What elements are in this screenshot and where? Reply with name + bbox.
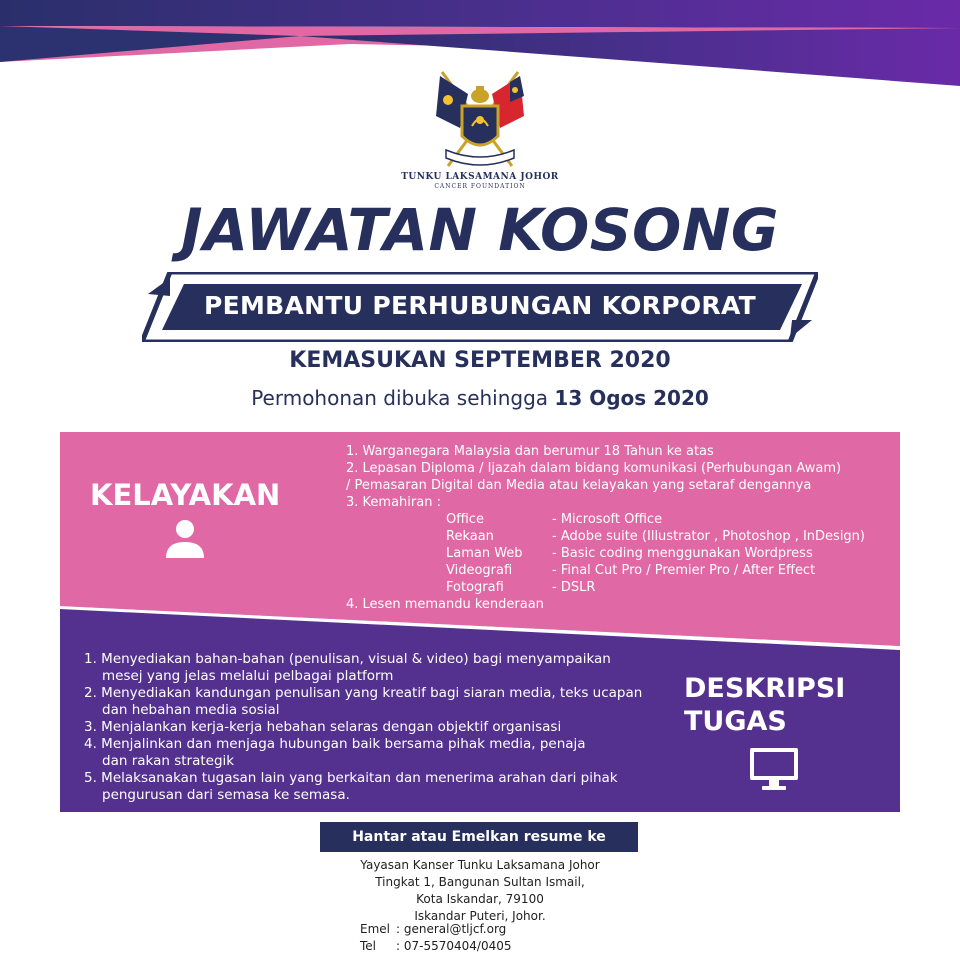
deskripsi-heading-line2: TUGAS [684,706,787,737]
organization-subtitle: CANCER FOUNDATION [434,183,526,190]
kelayakan-item: 2. Lepasan Diploma / Ijazah dalam bidang komunikasi (Perhubungan Awam) [346,461,842,476]
contact-block [360,921,511,955]
deskripsi-item: 2. Menyediakan kandungan penulisan yang kreatif bagi siaran media, teks ucapan [84,685,643,701]
deskripsi-item: 5. Melaksanakan tugasan lain yang berkaitan dan menerima arahan dari pihak [84,770,618,786]
email-label: Emel [360,922,390,936]
skill-name: Rekaan [446,529,494,544]
skill-value: - Microsoft Office [552,512,663,527]
skill-name: Office [446,512,484,527]
deskripsi-item: dan hebahan media sosial [102,702,280,718]
skill-row [346,579,896,596]
email-value[interactable]: : general@tljcf.org [396,922,507,936]
tel-value[interactable]: : 07-5570404/0405 [396,939,512,953]
kelayakan-item: / Pemasaran Digital dan Media atau kelayakan yang setaraf dengannya [346,478,812,493]
deadline-text [0,386,960,410]
crest-logo [420,66,540,174]
deskripsi-item: 4. Menjalinkan dan menjaga hubungan baik bersama pihak media, penaja [84,736,586,752]
skill-name: Videografi [446,563,513,578]
monitor-icon [748,746,800,792]
tel-label: Tel [360,939,377,953]
email-row [360,921,511,938]
position-title: PEMBANTU PERHUBUNGAN KORPORAT [203,291,757,320]
address-line: Iskandar Puteri, Johor. [414,909,546,923]
deskripsi-heading [684,672,845,738]
deskripsi-item: 1. Menyediakan bahan-bahan (penulisan, visual & video) bagi menyampaikan [84,651,611,667]
skill-name: Fotografi [446,580,504,595]
skill-value: - Basic coding menggunakan Wordpress [552,546,813,561]
skill-row [346,528,896,545]
deskripsi-heading-line1: DESKRIPSI [684,673,846,704]
user-icon [164,518,206,560]
headline: JAWATAN KOSONG [181,196,779,264]
skill-name: Laman Web [446,546,523,561]
send-resume-label: Hantar atau Emelkan resume ke [320,822,638,852]
deskripsi-item: 3. Menjalankan kerja-kerja hebahan selaras dengan objektif organisasi [84,719,562,735]
skill-row [346,511,896,528]
intake-text: KEMASUKAN SEPTEMBER 2020 [289,348,671,373]
deadline-date: 13 Ogos 2020 [554,386,709,410]
deadline-prefix: Permohonan dibuka sehingga [251,386,549,410]
deskripsi-item: dan rakan strategik [102,753,235,769]
skill-value: - DSLR [552,580,596,595]
skill-row [346,562,896,579]
address-line: Yayasan Kanser Tunku Laksamana Johor [360,858,600,872]
kelayakan-heading: KELAYAKAN [90,478,281,512]
skill-value: - Adobe suite (Illustrator , Photoshop , InDesign) [552,529,865,544]
address-line: Kota Iskandar, 79100 [416,892,544,906]
deskripsi-item: mesej yang jelas melalui pelbagai platform [102,668,394,684]
organization-name: TUNKU LAKSAMANA JOHOR [401,172,559,182]
skill-row [346,545,896,562]
skill-value: - Final Cut Pro / Premier Pro / After Effect [552,563,816,578]
kelayakan-item: 4. Lesen memandu kenderaan [346,597,544,612]
address-block [300,857,660,925]
kelayakan-item: 1. Warganegara Malaysia dan berumur 18 Tahun ke atas [346,444,714,459]
tel-row [360,938,511,955]
address-line: Tingkat 1, Bangunan Sultan Ismail, [375,875,585,889]
kelayakan-item: 3. Kemahiran : [346,495,441,510]
deskripsi-item: pengurusan dari semasa ke semasa. [102,787,350,803]
